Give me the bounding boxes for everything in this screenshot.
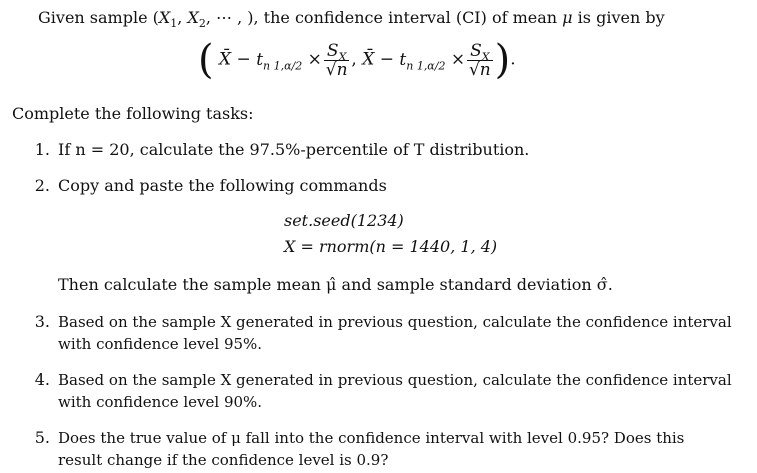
formula-times-2: ×	[450, 49, 466, 70]
intro-end: is given by	[572, 8, 665, 27]
task-5-number: 5.	[34, 428, 50, 447]
task-4-text-line-1: Based on the sample X generated in previous question, calculate the confidence interval	[58, 371, 732, 389]
formula-fraction-1: $\frac{S_X}{√n}$	[325, 40, 348, 80]
task-1-text: If n = 20, calculate the 97.5%-percentile of T distribution.	[58, 140, 530, 159]
task-4-text-line-2: with confidence level 90%.	[58, 393, 263, 411]
formula-xbar-2: X̄	[362, 49, 375, 70]
intro-sample-var-1: $X_1$	[158, 8, 178, 31]
formula-fraction-2: $\frac{S_X}{√n}$	[468, 40, 491, 80]
intro-sentence: Given sample ($X_1$, $X_2$, ⋯ , ), the confidence interval (CI) of mean μ is given by	[38, 8, 665, 31]
formula-minus-1: −	[236, 49, 251, 70]
formula-period: .	[510, 49, 516, 70]
task-5-text-line-1: Does the true value of μ fall into the confidence interval with level 0.95? Does this	[58, 429, 685, 447]
task-5-text-line-2: result change if the confidence level is 0.9?	[58, 451, 389, 469]
task-1-number: 1.	[34, 140, 50, 159]
task-3-text-line-1: Based on the sample X generated in previous question, calculate the confidence interval	[58, 313, 732, 331]
task-3-text-line-2: with confidence level 95%.	[58, 335, 263, 353]
formula-times-1: ×	[307, 49, 322, 70]
task-2-text: Copy and paste the following commands	[58, 176, 387, 195]
task-3-number: 3.	[34, 312, 50, 331]
task-2-followup: Then calculate the sample mean μ̂ and sample standard deviation σ̂.	[58, 275, 613, 294]
formula-t-2: $t_{n 1,\alpha/2}$	[399, 49, 446, 72]
intro-sample-var-2: $X_2$	[187, 8, 206, 31]
intro-ellipsis: , ⋯ ,	[205, 8, 248, 27]
intro-after: ), the confidence interval (CI) of mean	[247, 8, 563, 27]
formula-xbar-1: X̄	[219, 49, 232, 70]
task-2-number: 2.	[34, 176, 50, 195]
code-line-1: set.seed(1234)	[284, 211, 404, 230]
formula-left-paren: (	[198, 37, 214, 83]
intro-before: Given sample (	[38, 8, 159, 27]
formula-right-paren: )	[494, 37, 511, 83]
formula-minus-2: −	[379, 49, 394, 70]
tasks-heading: Complete the following tasks:	[12, 104, 254, 123]
intro-mu: μ	[562, 8, 573, 27]
code-line-2: X = rnorm(n = 1440, 1, 4)	[284, 237, 498, 256]
ci-formula	[198, 37, 516, 100]
formula-t-1: $t_{n 1,\alpha/2}$	[256, 49, 303, 72]
formula-comma: ,	[351, 49, 357, 70]
task-4-number: 4.	[34, 370, 50, 389]
